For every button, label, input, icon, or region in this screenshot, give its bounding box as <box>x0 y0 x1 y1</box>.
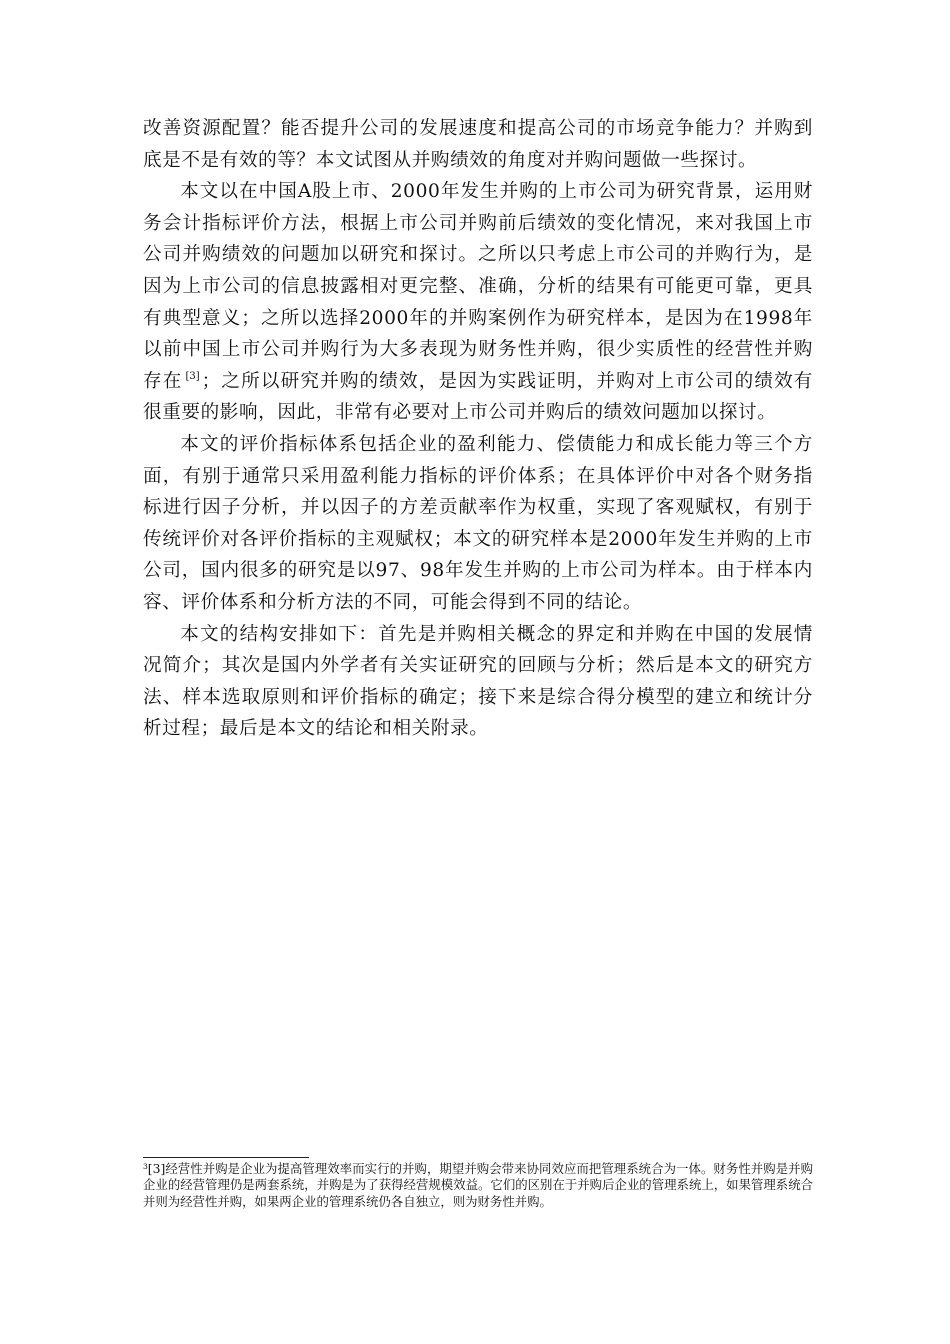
paragraph-research-background <box>143 176 813 429</box>
paragraph-text-after-citation: ；之所以研究并购的绩效，是因为实践证明，并购对上市公司的绩效有很重要的影响，因此，非常有必要对上市公司并购后的绩效问题加以探讨。 <box>143 370 813 424</box>
paragraph-text: 本文的结构安排如下：首先是并购相关概念的界定和并购在中国的发展情况简介；其次是国内外学者有关实证研究的回顾与分析；然后是本文的研究方法、样本选取原则和评价指标的确定；接下来是综合得分模型的建立和统计分析过程；最后是本文的结论和相关附录。 <box>143 623 813 740</box>
citation-superscript: [3] <box>185 370 200 382</box>
paragraph-continued <box>143 113 813 176</box>
footnote-divider <box>143 1157 309 1158</box>
footnote <box>143 1161 813 1210</box>
paragraph-structure <box>143 619 813 745</box>
paragraph-evaluation-system <box>143 429 813 619</box>
footnote-marker: 3 <box>143 1162 148 1171</box>
paragraph-text: 本文以在中国A股上市、2000年发生并购的上市公司为研究背景，运用财务会计指标评价方法，根据上市公司并购前后绩效的变化情况，来对我国上市公司并购绩效的问题加以研究和探讨。之所以只考虑上市公司的并购行为，是因为上市公司的信息披露相对更完整、准确，分析的结果有可能更可靠，更具有典型意义；之所以选择2000年的并购案例作为研究样本，是因为在1998年以前中国上市公司并购行为大多表现为财务性并购，很少实质性的经营性并购存在 <box>143 181 813 392</box>
paragraph-text: 本文的评价指标体系包括企业的盈利能力、偿债能力和成长能力等三个方面，有别于通常只采用盈利能力指标的评价体系；在具体评价中对各个财务指标进行因子分析，并以因子的方差贡献率作为权重，实现了客观赋权，有别于传统评价对各评价指标的主观赋权；本文的研究样本是2000年发生并购的上市公司，国内很多的研究是以97、98年发生并购的上市公司为样本。由于样本内容、评价体系和分析方法的不同，可能会得到不同的结论。 <box>143 433 813 613</box>
body-text <box>143 113 813 745</box>
footnote-text: [3]经营性并购是企业为提高管理效率而实行的并购，期望并购会带来协同效应而把管理系统合为一体。财务性并购是并购企业的经营管理仍是两套系统，并购是为了获得经营规模效益。它们的区别在于并购后企业的管理系统上，如果管理系统合并则为经营性并购，如果两企业的管理系统仍各自独立，则为财务性并购。 <box>143 1161 813 1209</box>
paragraph-text: 改善资源配置？能否提升公司的发展速度和提高公司的市场竞争能力？并购到底是不是有效的等？本文试图从并购绩效的角度对并购问题做一些探讨。 <box>143 118 813 171</box>
